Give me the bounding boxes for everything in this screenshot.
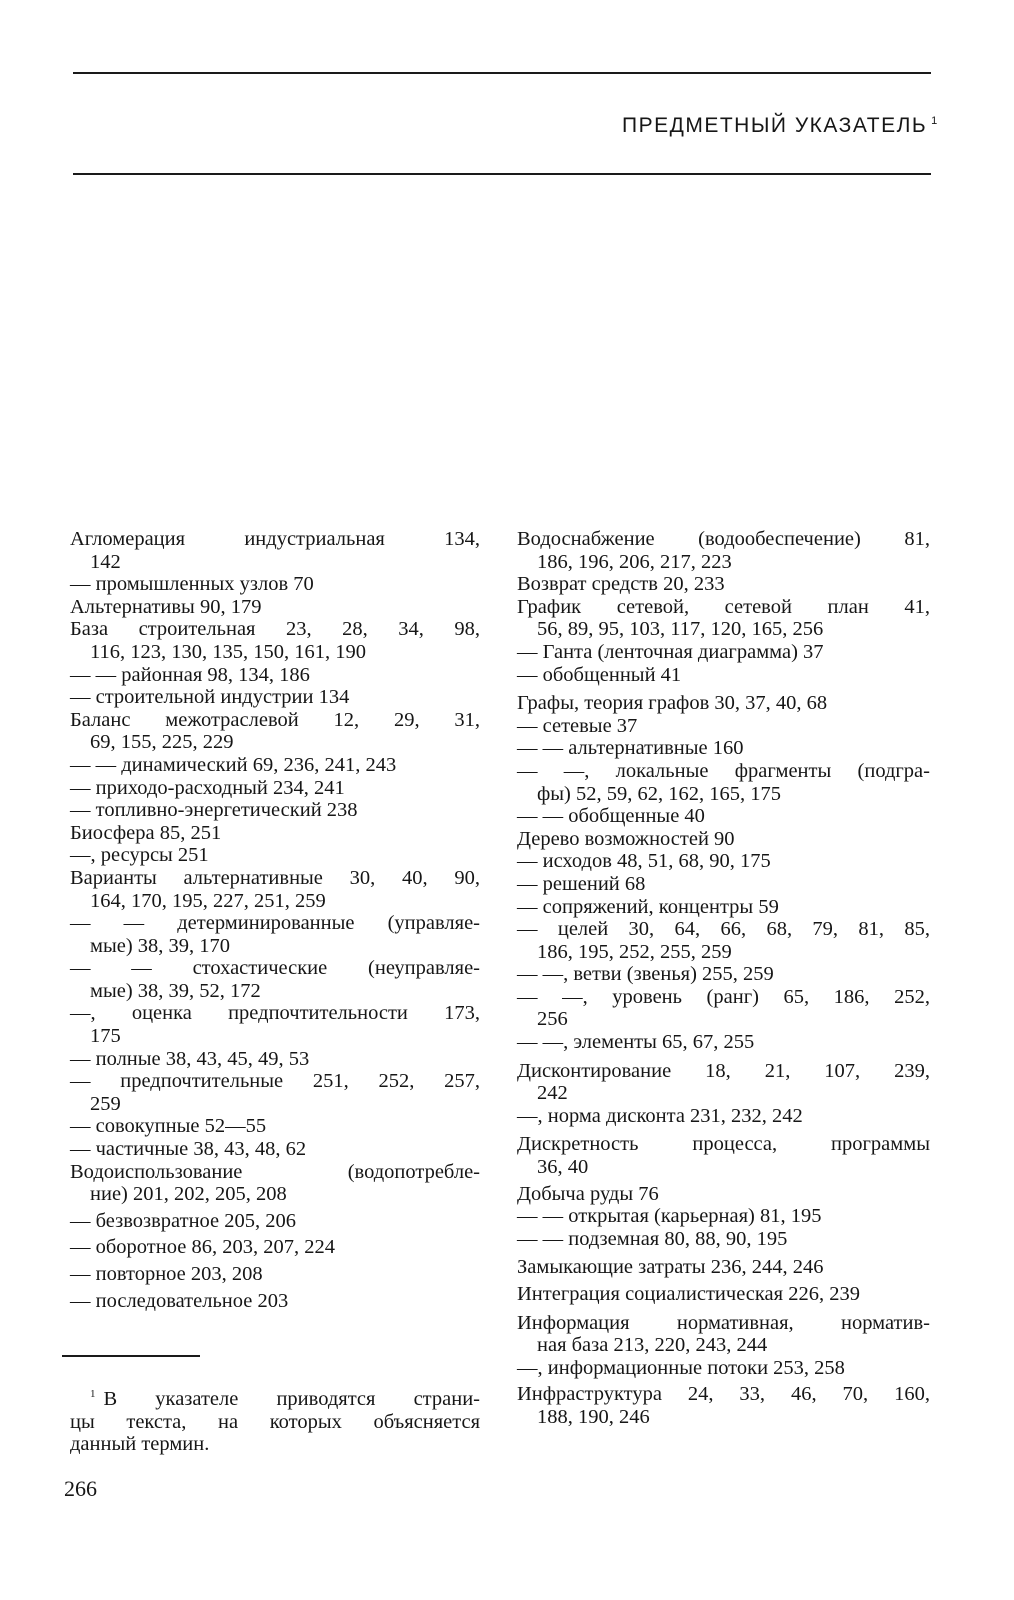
index-entry-term: — топливно-энергетический 238 (70, 799, 358, 822)
index-entry (70, 1263, 480, 1286)
index-entry (517, 1183, 930, 1206)
index-entry-continuation: фы) 52, 59, 62, 162, 165, 175 (537, 782, 782, 805)
index-entry-term: — обобщенный 41 (517, 663, 682, 686)
index-entry (70, 822, 480, 845)
index-entry-term: — —, ветви (звенья) 255, 259 (517, 963, 774, 986)
index-entry (517, 1133, 930, 1178)
index-entry (517, 528, 930, 573)
index-entry-term: График сетевой, сетевой план 41, (517, 595, 930, 618)
footnote-rule (62, 1355, 200, 1357)
index-entry-term: — целей 30, 64, 66, 68, 79, 81, 85, (517, 918, 930, 941)
index-entry-term: Интеграция социалистическая 226, 239 (517, 1283, 860, 1305)
index-entry (517, 760, 930, 805)
index-entry-continuation: 186, 196, 206, 217, 223 (537, 550, 732, 573)
index-entry-term: Замыкающие затраты 236, 244, 246 (517, 1256, 824, 1279)
index-entry-continuation: ние) 201, 202, 205, 208 (90, 1183, 287, 1206)
index-entry-term: Дисконтирование 18, 21, 107, 239, (517, 1059, 930, 1082)
index-entry-term: —, оценка предпочтительности 173, (70, 1002, 480, 1025)
title-footnote-mark: 1 (931, 115, 938, 127)
index-entry-term: Альтернативы 90, 179 (70, 595, 262, 618)
footnote-line-text: В указателе приводятся страни- (103, 1388, 480, 1410)
index-entry-term: — приходо-расходный 234, 241 (70, 776, 345, 799)
index-entry-term: — сетевые 37 (517, 714, 638, 737)
index-entry (517, 573, 930, 596)
index-entry-term: — — открытая (карьерная) 81, 195 (517, 1205, 822, 1228)
index-entry-term: Агломерация индустриальная 134, (70, 528, 480, 550)
index-entry (70, 1290, 480, 1313)
index-entry-term: Инфраструктура 24, 33, 46, 70, 160, (517, 1383, 930, 1406)
index-entry-term: — —, элементы 65, 67, 255 (517, 1031, 755, 1054)
index-entry-term: — безвозвратное 205, 206 (70, 1209, 297, 1232)
index-entry-term: — повторное 203, 208 (70, 1263, 263, 1285)
index-entry (70, 1002, 480, 1047)
index-entry-term: — оборотное 86, 203, 207, 224 (70, 1236, 335, 1259)
index-entry (70, 573, 480, 596)
index-entry-continuation: 188, 190, 246 (537, 1405, 650, 1428)
index-entry-term: — — детерминированные (управляе- (70, 912, 480, 935)
index-entry-term: Графы, теория графов 30, 37, 40, 68 (517, 692, 828, 715)
index-entry (517, 1283, 930, 1306)
index-entry (70, 596, 480, 619)
index-entry (70, 1161, 480, 1206)
index-entry (517, 1105, 930, 1128)
index-entry (517, 1205, 930, 1228)
index-entry (517, 873, 930, 896)
index-entry (70, 686, 480, 709)
index-entry (70, 754, 480, 777)
index-entry-continuation: 116, 123, 130, 135, 150, 161, 190 (90, 640, 366, 663)
index-entry (517, 1357, 930, 1380)
index-entry-term: — — динамический 69, 236, 241, 243 (70, 753, 397, 776)
index-entry-term: — Ганта (ленточная диаграмма) 37 (517, 640, 824, 663)
index-entry (70, 618, 480, 663)
footnote (70, 1383, 480, 1456)
index-entry (517, 1060, 930, 1105)
index-entry-term: — решений 68 (517, 872, 646, 895)
index-entry-term: — полные 38, 43, 45, 49, 53 (70, 1047, 310, 1070)
index-entry (517, 850, 930, 873)
index-entry (517, 664, 930, 687)
index-entry-term: Возврат средств 20, 233 (517, 573, 725, 596)
index-entry (517, 1228, 930, 1251)
index-entry-term: —, информационные потоки 253, 258 (517, 1356, 845, 1379)
index-entry-term: — — подземная 80, 88, 90, 195 (517, 1227, 788, 1250)
index-entry-term: — последовательное 203 (70, 1289, 289, 1312)
index-entry-continuation: 164, 170, 195, 227, 251, 259 (90, 889, 326, 912)
index-entry-continuation: 36, 40 (537, 1156, 589, 1179)
index-entry-term: — — альтернативные 160 (517, 737, 744, 760)
index-entry (70, 799, 480, 822)
footnote-line: данный термин. (70, 1433, 210, 1456)
index-entry-term: Дискретность процесса, программы (517, 1133, 930, 1156)
index-entry (517, 896, 930, 919)
index-entry (70, 912, 480, 957)
index-column-left (70, 528, 480, 1312)
index-entry-term: — предпочтительные 251, 252, 257, (70, 1070, 480, 1093)
page-number: 266 (64, 1476, 97, 1501)
index-entry-term: Добыча руды 76 (517, 1182, 659, 1205)
index-entry-term: — исходов 48, 51, 68, 90, 175 (517, 850, 771, 873)
index-entry (517, 963, 930, 986)
index-entry (517, 828, 930, 851)
index-entry (517, 596, 930, 641)
header-top-rule (73, 72, 931, 74)
index-entry-term: Информация нормативная, норматив- (517, 1311, 930, 1334)
footnote-mark: 1 (90, 1388, 96, 1400)
footnote-line (70, 1383, 480, 1411)
index-entry (517, 918, 930, 963)
index-entry (70, 528, 480, 573)
index-entry-term: —, ресурсы 251 (70, 844, 209, 867)
index-entry-continuation: 175 (90, 1025, 121, 1048)
index-entry (517, 1312, 930, 1357)
index-entry-continuation: ная база 213, 220, 243, 244 (537, 1334, 768, 1357)
index-entry-term: Водоиспользование (водопотребле- (70, 1160, 480, 1183)
index-column-right (517, 528, 930, 1429)
index-entry (70, 1236, 480, 1259)
index-entry-term: — —, локальные фрагменты (подгра- (517, 759, 930, 782)
index-entry (517, 986, 930, 1031)
index-entry-continuation: 259 (90, 1092, 121, 1115)
index-entry-term: Варианты альтернативные 30, 40, 90, (70, 866, 480, 889)
index-entry (70, 709, 480, 754)
index-entry-term: — — обобщенные 40 (517, 805, 705, 828)
index-entry (517, 1031, 930, 1054)
index-entry-term: — — стохастические (неуправляе- (70, 957, 480, 980)
index-entry-continuation: 186, 195, 252, 255, 259 (537, 940, 732, 963)
index-entry-continuation: 142 (90, 550, 121, 573)
index-entry-term: — сопряжений, концентры 59 (517, 895, 779, 918)
index-entry (70, 844, 480, 867)
index-entry-term: —, норма дисконта 231, 232, 242 (517, 1104, 803, 1127)
index-entry-term: — — районная 98, 134, 186 (70, 663, 310, 686)
index-entry-continuation: 69, 155, 225, 229 (90, 731, 234, 754)
index-entry-term: — —, уровень (ранг) 65, 186, 252, (517, 985, 930, 1008)
index-entry-continuation: мые) 38, 39, 52, 172 (90, 979, 261, 1002)
index-entry (517, 641, 930, 664)
page-title (622, 114, 937, 138)
header-bottom-rule (73, 173, 931, 175)
index-entry-continuation: 56, 89, 95, 103, 117, 120, 165, 256 (537, 618, 824, 641)
index-entry (70, 867, 480, 912)
index-entry (70, 1070, 480, 1115)
index-entry-term: База строительная 23, 28, 34, 98, (70, 618, 480, 641)
index-entry (517, 692, 930, 715)
index-entry (517, 715, 930, 738)
index-entry-continuation: 256 (537, 1008, 568, 1031)
index-entry (517, 1256, 930, 1279)
index-entry (517, 805, 930, 828)
index-entry-continuation: мые) 38, 39, 170 (90, 934, 231, 957)
index-entry-term: Водоснабжение (водообеспечение) 81, (517, 528, 930, 550)
index-entry-term: — частичные 38, 43, 48, 62 (70, 1138, 307, 1161)
index-entry-term: Биосфера 85, 251 (70, 821, 222, 844)
page-title-text: ПРЕДМЕТНЫЙ УКАЗАТЕЛЬ (622, 114, 928, 137)
index-entry (517, 737, 930, 760)
index-entry (517, 1383, 930, 1428)
index-entry-term: Баланс межотраслевой 12, 29, 31, (70, 708, 480, 731)
index-entry-term: — совокупные 52—55 (70, 1115, 267, 1138)
index-entry (70, 664, 480, 687)
index-entry (70, 1115, 480, 1138)
index-entry (70, 1138, 480, 1161)
index-entry-term: — промышленных узлов 70 (70, 573, 314, 596)
index-entry (70, 1210, 480, 1233)
footnote-line: цы текста, на которых объясняется (70, 1410, 480, 1433)
index-entry (70, 957, 480, 1002)
index-entry-term: — строительной индустрии 134 (70, 686, 350, 709)
index-entry-continuation: 242 (537, 1082, 568, 1105)
index-entry (70, 777, 480, 800)
index-entry (70, 1048, 480, 1071)
index-entry-term: Дерево возможностей 90 (517, 827, 735, 850)
